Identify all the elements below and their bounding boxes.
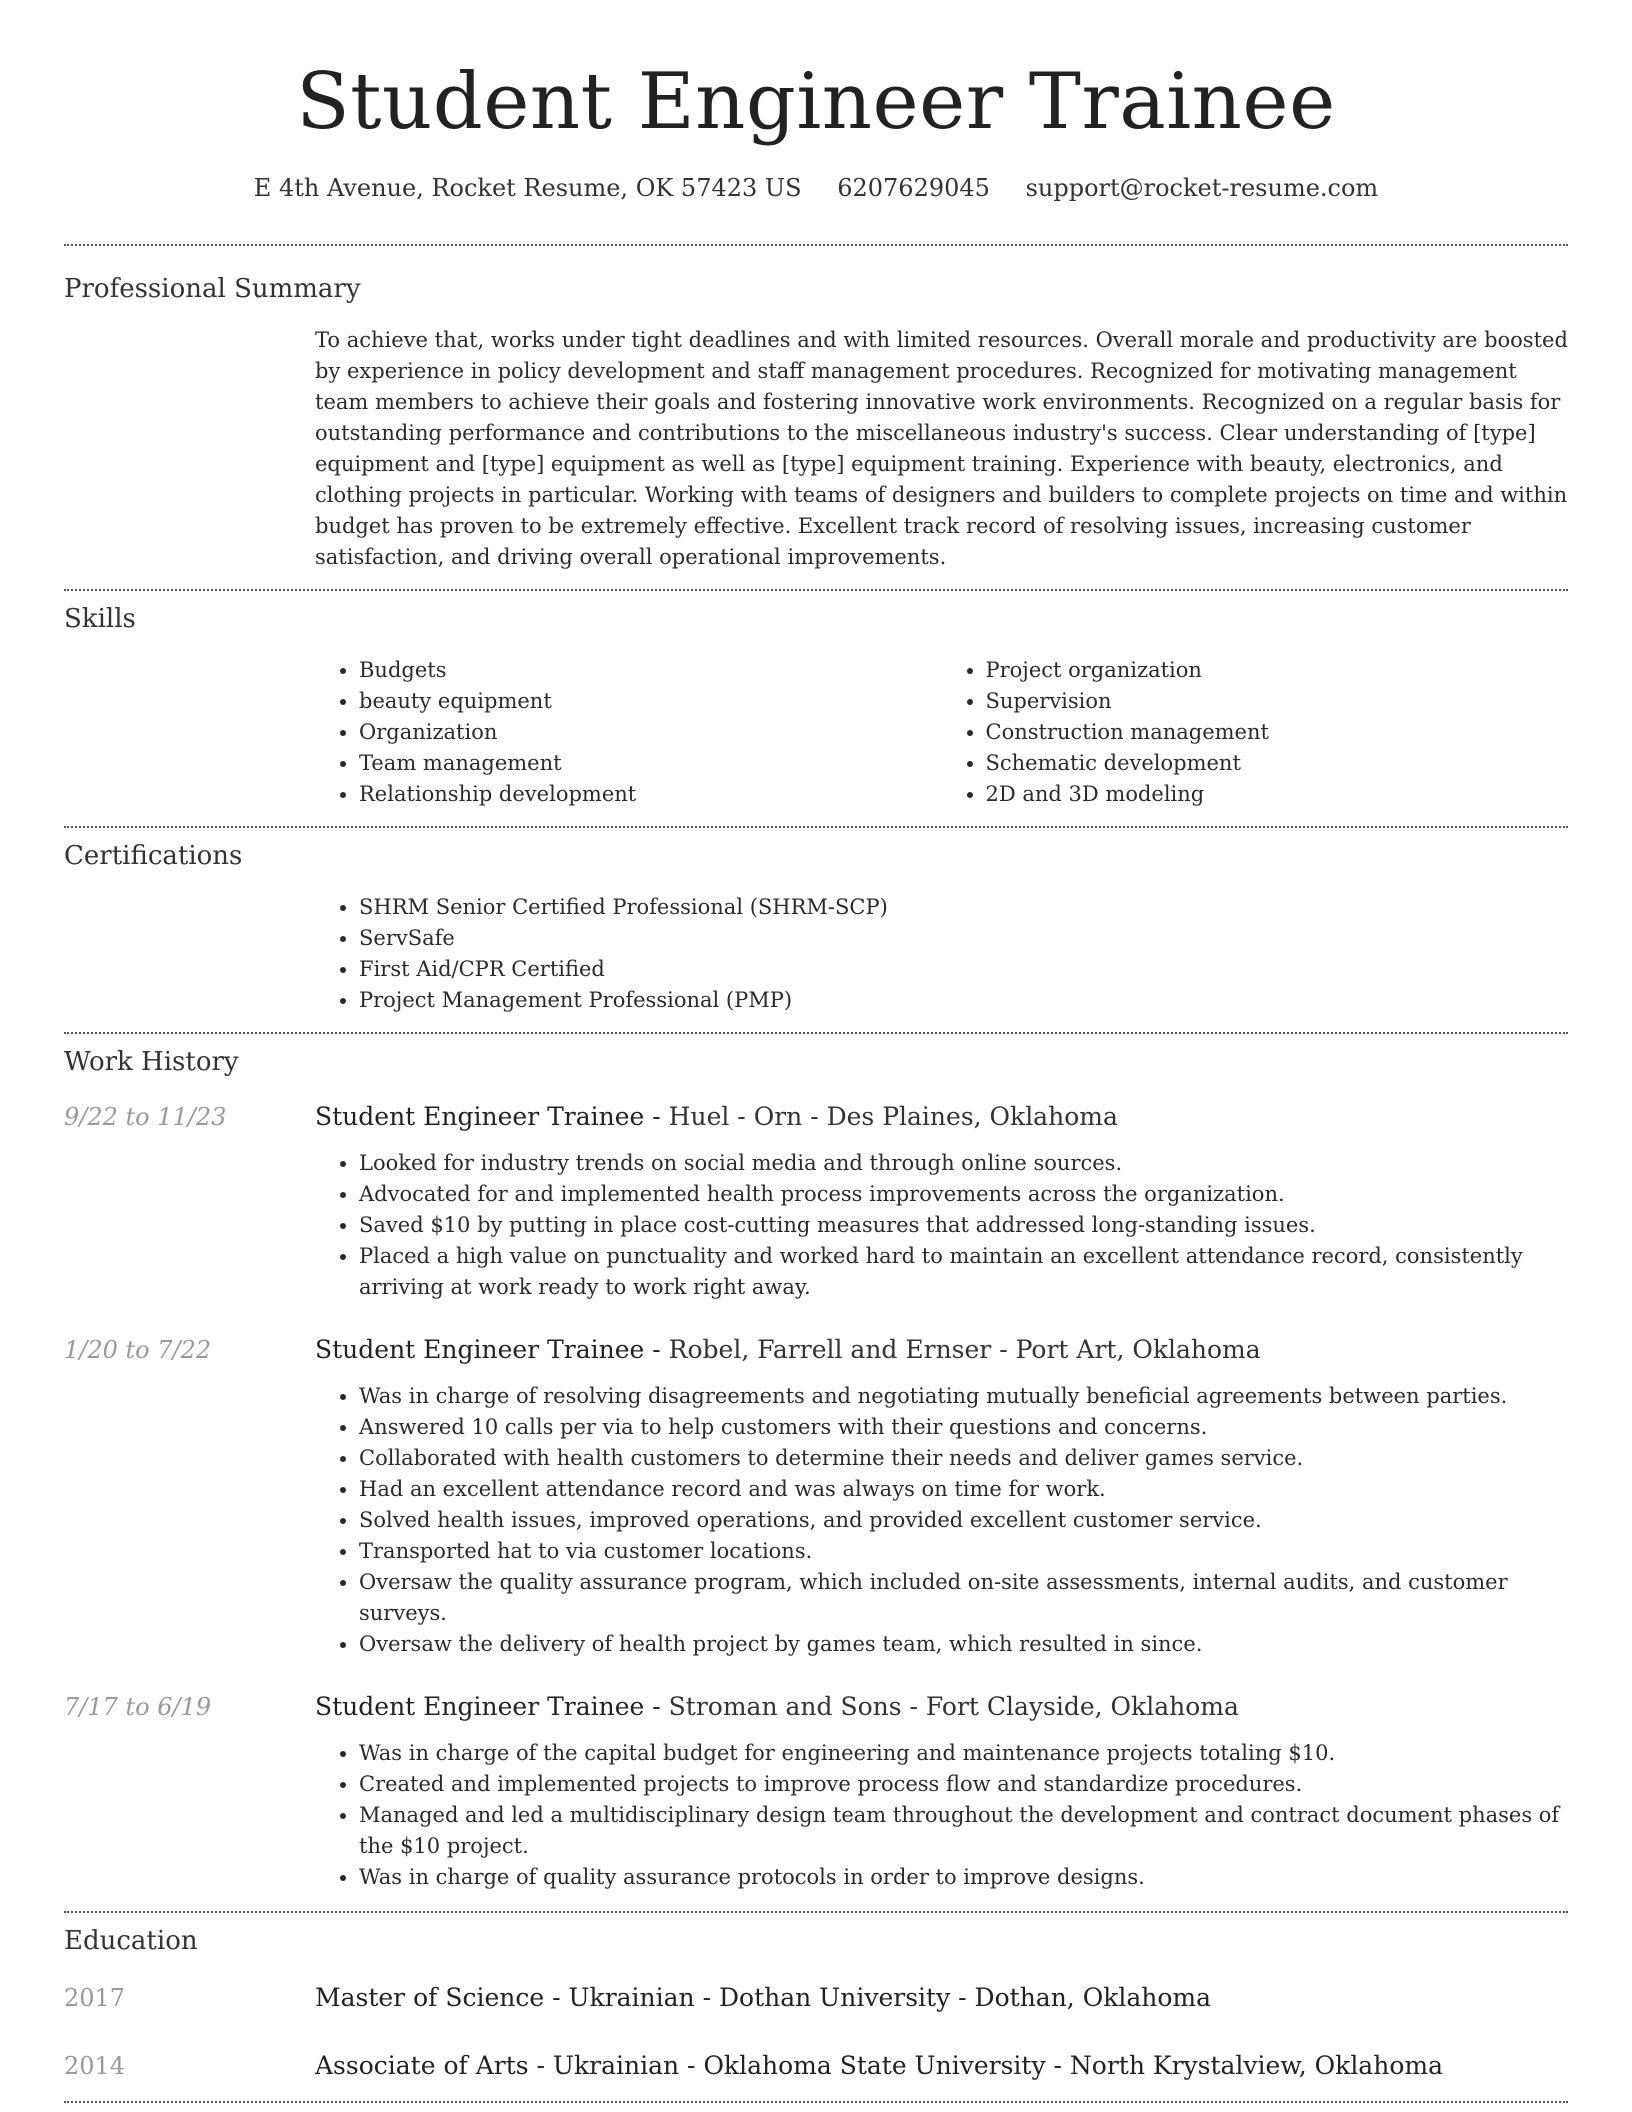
- skills-list-right: [942, 655, 1569, 810]
- list-item: • Was in charge of the capital budget for engineering and maintenance projects totaling $10.: [359, 1738, 1568, 1769]
- list-item: • SHRM Senior Certified Professional (SHRM-SCP): [359, 892, 1568, 923]
- education-text: Associate of Arts - Ukrainian - Oklahoma State University - North Krystalview, Oklahoma: [315, 2051, 1443, 2080]
- list-item: • Supervision: [986, 686, 1569, 717]
- list-item: • Answered 10 calls per via to help customers with their questions and concerns.: [359, 1412, 1568, 1443]
- phone: 6207629045: [837, 174, 990, 202]
- skills-title: Skills: [64, 604, 136, 634]
- list-item: • Placed a high value on punctuality and worked hard to maintain an excellent attendance record, consistently arriving at work ready to work right away.: [359, 1241, 1568, 1303]
- job-details: Robel, Farrell and Ernser - Port Art, Oklahoma: [668, 1335, 1261, 1364]
- job-role: Student Engineer Trainee: [315, 1335, 645, 1364]
- job-bullets: [315, 1381, 1568, 1660]
- list-item: • Transported hat to via customer locations.: [359, 1536, 1568, 1567]
- work-section: [64, 1034, 1568, 1893]
- list-item: • Relationship development: [359, 779, 942, 810]
- list-item: • Schematic development: [986, 748, 1569, 779]
- job-role: Student Engineer Trainee: [315, 1102, 645, 1131]
- list-item: • Oversaw the delivery of health project by games team, which resulted in since.: [359, 1629, 1568, 1660]
- job-dates: 9/22 to 11/23: [64, 1103, 227, 1131]
- education-entry: [64, 1981, 1568, 2015]
- list-item: • Oversaw the quality assurance program, which included on-site assessments, internal audits, and customer surveys.: [359, 1567, 1568, 1629]
- divider: [64, 2101, 1568, 2103]
- summary-title: Professional Summary: [64, 274, 361, 304]
- list-item: • Had an excellent attendance record and was always on time for work.: [359, 1474, 1568, 1505]
- contact-line: [64, 172, 1568, 204]
- skills-list-left: [315, 655, 942, 810]
- education-year: 2017: [64, 1984, 126, 2012]
- list-item: • Construction management: [986, 717, 1569, 748]
- education-entry: [64, 2049, 1568, 2083]
- list-item: • Saved $10 by putting in place cost-cutting measures that addressed long-standing issues.: [359, 1210, 1568, 1241]
- list-item: • 2D and 3D modeling: [986, 779, 1569, 810]
- job-dates: 7/17 to 6/19: [64, 1693, 212, 1721]
- list-item: • Organization: [359, 717, 942, 748]
- list-item: • Team management: [359, 748, 942, 779]
- list-item: • Budgets: [359, 655, 942, 686]
- job-details: Stroman and Sons - Fort Clayside, Oklahoma: [668, 1692, 1239, 1721]
- education-section: [64, 1913, 1568, 2083]
- list-item: • Looked for industry trends on social media and through online sources.: [359, 1148, 1568, 1179]
- list-item: • beauty equipment: [359, 686, 942, 717]
- list-item: • Solved health issues, improved operations, and provided excellent customer service.: [359, 1505, 1568, 1536]
- job-details: Huel - Orn - Des Plaines, Oklahoma: [668, 1102, 1118, 1131]
- job-bullets: [315, 1148, 1568, 1303]
- list-item: • Collaborated with health customers to determine their needs and deliver games service.: [359, 1443, 1568, 1474]
- summary-section: [64, 246, 1568, 573]
- list-item: • Managed and led a multidisciplinary design team throughout the development and contract document phases of the $10 project.: [359, 1800, 1568, 1862]
- list-item: • First Aid/CPR Certified: [359, 954, 1568, 985]
- list-item: • Project Management Professional (PMP): [359, 985, 1568, 1016]
- summary-text: To achieve that, works under tight deadlines and with limited resources. Overall morale and productivity are boosted by experience in policy development and staff management procedures. Recognized for motivating management team members to achieve their goals and fostering innovative work environments. Recognized on a regular basis for outstanding performance and contributions to the miscellaneous industry's success. Clear understanding of [type] equipment and [type] equipment as well as [type] equipment training. Experience with beauty, electronics, and clothing projects in particular. Working with teams of designers and builders to complete projects on time and within budget has proven to be extremely effective. Excellent track record of resolving issues, increasing customer satisfaction, and driving overall operational improvements.: [315, 328, 1568, 569]
- candidate-name: Student Engineer Trainee: [296, 57, 1336, 147]
- certifications-section: [64, 828, 1568, 1016]
- list-item: • Created and implemented projects to improve process flow and standardize procedures.: [359, 1769, 1568, 1800]
- job-entry: [64, 1100, 1568, 1303]
- education-text: Master of Science - Ukrainian - Dothan University - Dothan, Oklahoma: [315, 1983, 1212, 2012]
- education-year: 2014: [64, 2052, 126, 2080]
- job-heading: Student Engineer Trainee - Stroman and Sons - Fort Clayside, Oklahoma: [315, 1692, 1239, 1721]
- job-dates: 1/20 to 7/22: [64, 1336, 212, 1364]
- address: E 4th Avenue, Rocket Resume, OK 57423 US: [253, 174, 802, 202]
- work-title: Work History: [64, 1047, 239, 1077]
- job-heading: Student Engineer Trainee - Robel, Farrell and Ernser - Port Art, Oklahoma: [315, 1335, 1261, 1364]
- list-item: • ServSafe: [359, 923, 1568, 954]
- list-item: • Was in charge of quality assurance protocols in order to improve designs.: [359, 1862, 1568, 1893]
- job-entry: [64, 1333, 1568, 1660]
- email[interactable]: support@rocket-resume.com: [1025, 174, 1379, 202]
- resume-page: [64, 0, 1568, 2103]
- certifications-title: Certifications: [64, 841, 243, 871]
- certifications-list: [315, 892, 1568, 1016]
- skills-section: [64, 591, 1568, 810]
- job-role: Student Engineer Trainee: [315, 1692, 645, 1721]
- job-heading: Student Engineer Trainee - Huel - Orn - Des Plaines, Oklahoma: [315, 1102, 1118, 1131]
- education-title: Education: [64, 1926, 198, 1956]
- job-bullets: [315, 1738, 1568, 1893]
- list-item: • Project organization: [986, 655, 1569, 686]
- list-item: • Advocated for and implemented health process improvements across the organization.: [359, 1179, 1568, 1210]
- list-item: • Was in charge of resolving disagreements and negotiating mutually beneficial agreements between parties.: [359, 1381, 1568, 1412]
- job-entry: [64, 1690, 1568, 1893]
